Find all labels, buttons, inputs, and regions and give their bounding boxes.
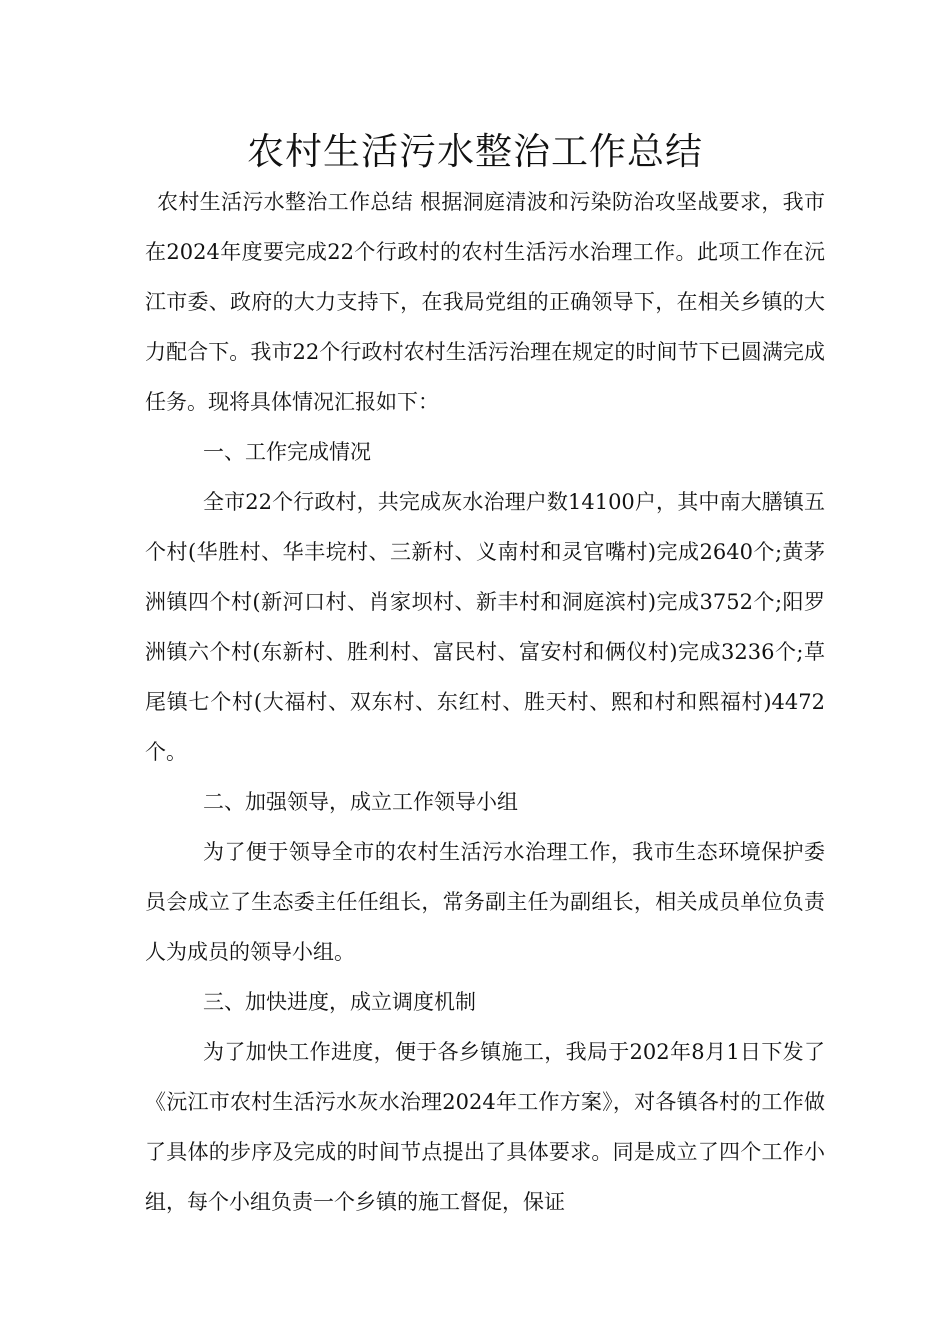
section-heading-2: 二、加强领导，成立工作领导小组: [203, 790, 518, 814]
section-paragraph-2: 为了便于领导全市的农村生活污水治理工作，我市生态环境保护委员会成立了生态委主任任组长，常务副主任为副组长，相关成员单位负责人为成员的领导小组。: [145, 840, 825, 964]
section-heading-3: 三、加快进度，成立调度机制: [203, 990, 476, 1014]
section-paragraph-3: 为了加快工作进度，便于各乡镇施工，我局于202年8月1日下发了《沅江市农村生活污水灰水治理2024年工作方案》，对各镇各村的工作做了具体的步序及完成的时间节点提出了具体要求。同是成立了四个工作小组，每个小组负责一个乡镇的施工督促，保证: [145, 1040, 825, 1214]
section-heading-1: 一、工作完成情况: [203, 440, 371, 464]
document-body: [145, 177, 825, 1227]
document-title: 农村生活污水整治工作总结: [247, 130, 703, 173]
section-paragraph-1: 全市22个行政村，共完成灰水治理户数14100户，其中南大膳镇五个村(华胜村、华丰垸村、三新村、义南村和灵官嘴村)完成2640个;黄茅洲镇四个村(新河口村、肖家坝村、新丰村和洞庭滨村)完成3752个;阳罗洲镇六个村(东新村、胜利村、富民村、富安村和俩仪村)完成3236个;草尾镇七个村(大福村、双东村、东红村、胜天村、熙和村和熙福村)4472个。: [145, 490, 825, 764]
intro-paragraph: 农村生活污水整治工作总结 根据洞庭清波和污染防治攻坚战要求，我市在2024年度要完成22个行政村的农村生活污水治理工作。此项工作在沅江市委、政府的大力支持下，在我局党组的正确领导下，在相关乡镇的大力配合下。我市22个行政村农村生活污治理在规定的时间节下已圆满完成任务。现将具体情况汇报如下：: [145, 190, 825, 414]
